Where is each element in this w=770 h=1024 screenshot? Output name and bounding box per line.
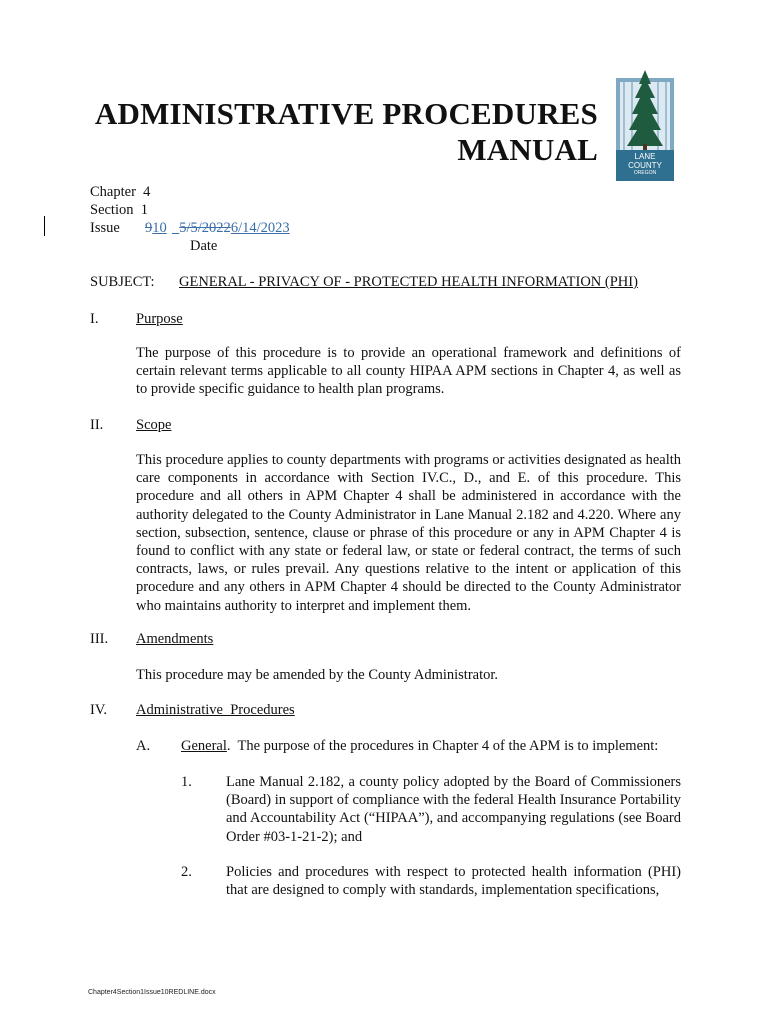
item-text-2: Policies and procedures with respect to protected health information (PHI) that are designed to comply with standards, implementation specifications,: [226, 864, 681, 899]
section-number-3: III.: [90, 631, 109, 647]
subsection-letter-a: A.: [136, 738, 151, 754]
subsection-a-heading: General: [181, 738, 227, 754]
section-line: [90, 201, 148, 219]
revision-change-bar: [44, 216, 45, 236]
section-heading-admin-procedures: Administrative Procedures: [136, 702, 295, 718]
item-number-1: 1.: [181, 774, 192, 790]
section-body-scope: This procedure applies to county departments with programs or activities designated as health care components in accordance with Section IV.C., D., and E. of this procedure. This procedure and all others in APM Chapter 4 shall be administered in accordance with the authority delegated to the County Administrator in Lane Manual 2.182 and 4.220. Where any section, subsection, sentence, clause or phrase of this procedure or any in APM Chapter 4 is found to conflict with any state or federal law, or state or federal contract, the terms of such contracts, laws, or rules prevail. Any questions relative to the intent or application of this procedure and any others in APM Chapter 4 should be directed to the County Administrator who maintains authority to interpret and implement them.: [136, 452, 681, 614]
date-label: Date: [190, 238, 218, 254]
lane-county-logo: [610, 68, 680, 181]
section-number-4: IV.: [90, 702, 108, 718]
section-heading-scope: Scope: [136, 417, 172, 433]
item-text-1: Lane Manual 2.182, a county policy adopted by the Board of Commissioners (Board) in support of compliance with the federal Health Insurance Portability and Accountability Act (“HIPAA”), and accompanying regulations (see Board Order #03-1-21-2); and: [226, 774, 681, 845]
subsection-a-body: . The purpose of the procedures in Chapter 4 of the APM is to implement:: [226, 738, 659, 754]
issue-date: [172, 219, 290, 237]
subsection-a-text: [181, 737, 658, 755]
issue-deleted: 9: [145, 220, 153, 236]
section-number-1: I.: [90, 311, 99, 327]
logo-text-lane: LANE: [634, 152, 656, 161]
section-number-2: II.: [90, 417, 104, 433]
subject-value: GENERAL - PRIVACY OF - PROTECTED HEALTH INFORMATION (PHI): [179, 274, 638, 290]
issue-line: [90, 219, 120, 237]
issue-inserted: 10: [152, 220, 167, 236]
section-body-purpose: The purpose of this procedure is to provide an operational framework and definitions of certain relevant terms applicable to all county HIPAA APM sections in Chapter 4, as well as to provide specific guidance to health plan programs.: [136, 345, 681, 398]
date-inserted: 6/14/2023: [230, 220, 290, 236]
logo-text-county: COUNTY: [628, 161, 662, 170]
date-deleted: 5/5/2022: [179, 220, 231, 236]
item-number-2: 2.: [181, 864, 192, 880]
section-body-amendments: This procedure may be amended by the County Administrator.: [136, 667, 499, 683]
chapter-value: 4: [143, 184, 151, 200]
section-value: 1: [140, 202, 148, 218]
document-title-line1: ADMINISTRATIVE PROCEDURES: [94, 96, 598, 131]
section-heading-amendments: Amendments: [136, 631, 214, 647]
issue-label: Issue: [90, 220, 120, 236]
subject-label: SUBJECT:: [90, 274, 155, 290]
footer-filename: Chapter4Section1Issue10REDLINE.docx: [88, 989, 216, 996]
section-label: Section: [90, 202, 134, 218]
chapter-line: [90, 183, 150, 201]
issue-number: [145, 219, 167, 237]
logo-text-oregon: OREGON: [633, 170, 657, 176]
document-title-line2: MANUAL: [457, 132, 598, 167]
section-heading-purpose: Purpose: [136, 311, 183, 327]
chapter-label: Chapter: [90, 184, 136, 200]
